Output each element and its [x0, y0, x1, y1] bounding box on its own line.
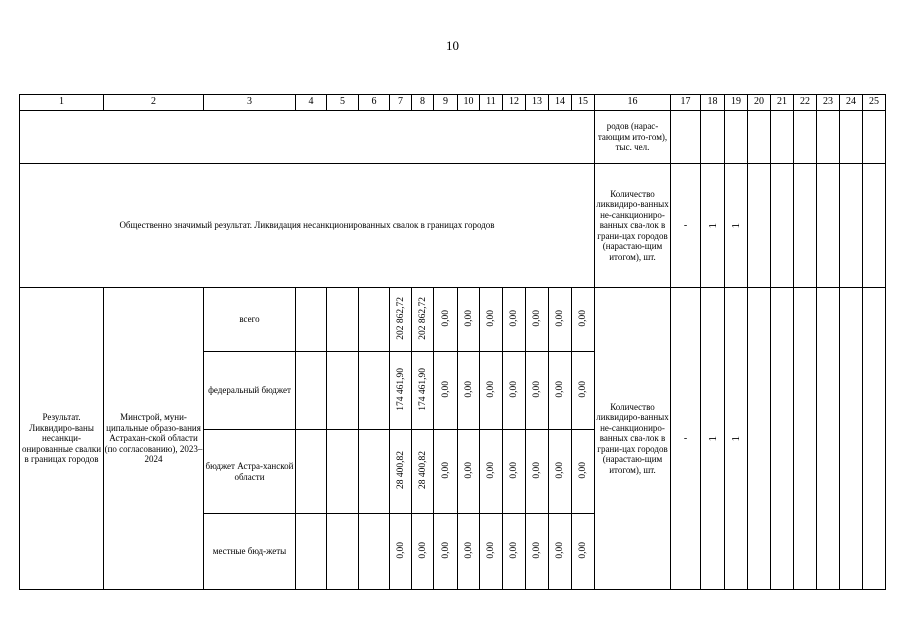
social-result-row: [20, 164, 886, 288]
empty-cell: [296, 352, 327, 430]
source-label: всего: [204, 288, 296, 352]
result-name-cell: Результат. Ликвидиро-ваны несанкци-онированные свалки в границах городов: [20, 288, 104, 590]
indicator-cell: Количество ликвидиро-ванных не-санкциониро-ванных сва-лок в грани-цах городов (нарастаю-щим итогом), шт.: [595, 164, 671, 288]
empty-cell: [296, 430, 327, 514]
empty-cell: [817, 288, 840, 590]
social-result-title: Общественно значимый результат. Ликвидация несанкционированных свалок в границах городов: [20, 164, 595, 288]
amount-cell: 0,00: [526, 288, 549, 352]
header-cell: 12: [503, 95, 526, 111]
value-cell: -: [671, 288, 701, 590]
header-cell: 14: [549, 95, 572, 111]
empty-cell: [840, 111, 863, 164]
continuation-row: [20, 111, 886, 164]
empty-cell: [701, 111, 725, 164]
header-cell: 11: [480, 95, 503, 111]
amount-cell: 0,00: [526, 352, 549, 430]
header-cell: 25: [863, 95, 886, 111]
empty-cell: [794, 111, 817, 164]
empty-cell: [817, 164, 840, 288]
header-cell: 21: [771, 95, 794, 111]
header-cell: 9: [434, 95, 458, 111]
empty-cell: [840, 288, 863, 590]
amount-cell: 0,00: [503, 514, 526, 590]
amount-cell: 0,00: [458, 352, 480, 430]
header-cell: 7: [390, 95, 412, 111]
header-cell: 13: [526, 95, 549, 111]
empty-cell: [817, 111, 840, 164]
empty-cell: [359, 352, 390, 430]
empty-cell: [863, 288, 886, 590]
amount-cell: 0,00: [572, 430, 595, 514]
header-cell: 4: [296, 95, 327, 111]
amount-cell: 0,00: [434, 514, 458, 590]
amount-cell: 0,00: [526, 430, 549, 514]
empty-cell: [327, 430, 359, 514]
amount-cell: 0,00: [549, 288, 572, 352]
amount-cell: 0,00: [458, 514, 480, 590]
header-cell: 16: [595, 95, 671, 111]
empty-cell: [748, 288, 771, 590]
value-cell: 1: [725, 288, 748, 590]
empty-cell: [327, 352, 359, 430]
empty-cell: [671, 111, 701, 164]
indicator-cell: родов (нарас-тающим ито-гом), тыс. чел.: [595, 111, 671, 164]
empty-cell: [840, 164, 863, 288]
source-label: бюджет Астра-ханской области: [204, 430, 296, 514]
amount-cell: 0,00: [526, 514, 549, 590]
amount-cell: 28 400,82: [390, 430, 412, 514]
finance-row-total: [20, 288, 886, 352]
header-cell: 24: [840, 95, 863, 111]
amount-cell: 0,00: [480, 514, 503, 590]
header-cell: 2: [104, 95, 204, 111]
header-cell: 17: [671, 95, 701, 111]
responsible-cell: Минстрой, муни-ципальные образо-вания Астрахан-ской области (по согласованию), 2023–2024: [104, 288, 204, 590]
empty-cell: [771, 288, 794, 590]
empty-cell: [359, 288, 390, 352]
empty-cell: [794, 164, 817, 288]
amount-cell: 0,00: [503, 288, 526, 352]
source-label: местные бюд-жеты: [204, 514, 296, 590]
empty-cell: [863, 111, 886, 164]
amount-cell: 0,00: [480, 288, 503, 352]
amount-cell: 0,00: [458, 430, 480, 514]
budget-table: [19, 94, 886, 590]
empty-cell: [359, 430, 390, 514]
amount-cell: 0,00: [503, 352, 526, 430]
header-cell: 5: [327, 95, 359, 111]
header-cell: 15: [572, 95, 595, 111]
amount-cell: 0,00: [434, 430, 458, 514]
value-cell: 1: [701, 164, 725, 288]
amount-cell: 0,00: [412, 514, 434, 590]
header-cell: 1: [20, 95, 104, 111]
empty-cell: [863, 164, 886, 288]
empty-cell: [327, 514, 359, 590]
empty-cell: [296, 514, 327, 590]
indicator-cell: Количество ликвидиро-ванных не-санкциониро-ванных сва-лок в грани-цах городов (нарастаю-щим итогом), шт.: [595, 288, 671, 590]
amount-cell: 28 400,82: [412, 430, 434, 514]
amount-cell: 0,00: [549, 430, 572, 514]
header-row: [20, 95, 886, 111]
amount-cell: 202 862,72: [412, 288, 434, 352]
amount-cell: 174 461,90: [390, 352, 412, 430]
empty-cell: [794, 288, 817, 590]
header-cell: 22: [794, 95, 817, 111]
source-label: федеральный бюджет: [204, 352, 296, 430]
amount-cell: 0,00: [458, 288, 480, 352]
amount-cell: 0,00: [572, 514, 595, 590]
header-cell: 23: [817, 95, 840, 111]
header-cell: 19: [725, 95, 748, 111]
amount-cell: 174 461,90: [412, 352, 434, 430]
value-cell: 1: [725, 164, 748, 288]
empty-cell: [359, 514, 390, 590]
amount-cell: 0,00: [549, 352, 572, 430]
empty-cell: [725, 111, 748, 164]
empty-cell: [296, 288, 327, 352]
header-cell: 10: [458, 95, 480, 111]
empty-cell: [771, 111, 794, 164]
amount-cell: 202 862,72: [390, 288, 412, 352]
continuation-span-cell: [20, 111, 595, 164]
empty-cell: [327, 288, 359, 352]
header-cell: 6: [359, 95, 390, 111]
page-number: 10: [446, 38, 459, 53]
value-cell: 1: [701, 288, 725, 590]
header-cell: 18: [701, 95, 725, 111]
amount-cell: 0,00: [480, 430, 503, 514]
amount-cell: 0,00: [390, 514, 412, 590]
amount-cell: 0,00: [572, 288, 595, 352]
amount-cell: 0,00: [549, 514, 572, 590]
amount-cell: 0,00: [503, 430, 526, 514]
amount-cell: 0,00: [434, 288, 458, 352]
empty-cell: [748, 164, 771, 288]
amount-cell: 0,00: [480, 352, 503, 430]
empty-cell: [748, 111, 771, 164]
header-cell: 3: [204, 95, 296, 111]
empty-cell: [771, 164, 794, 288]
amount-cell: 0,00: [434, 352, 458, 430]
amount-cell: 0,00: [572, 352, 595, 430]
header-cell: 20: [748, 95, 771, 111]
header-cell: 8: [412, 95, 434, 111]
value-cell: -: [671, 164, 701, 288]
